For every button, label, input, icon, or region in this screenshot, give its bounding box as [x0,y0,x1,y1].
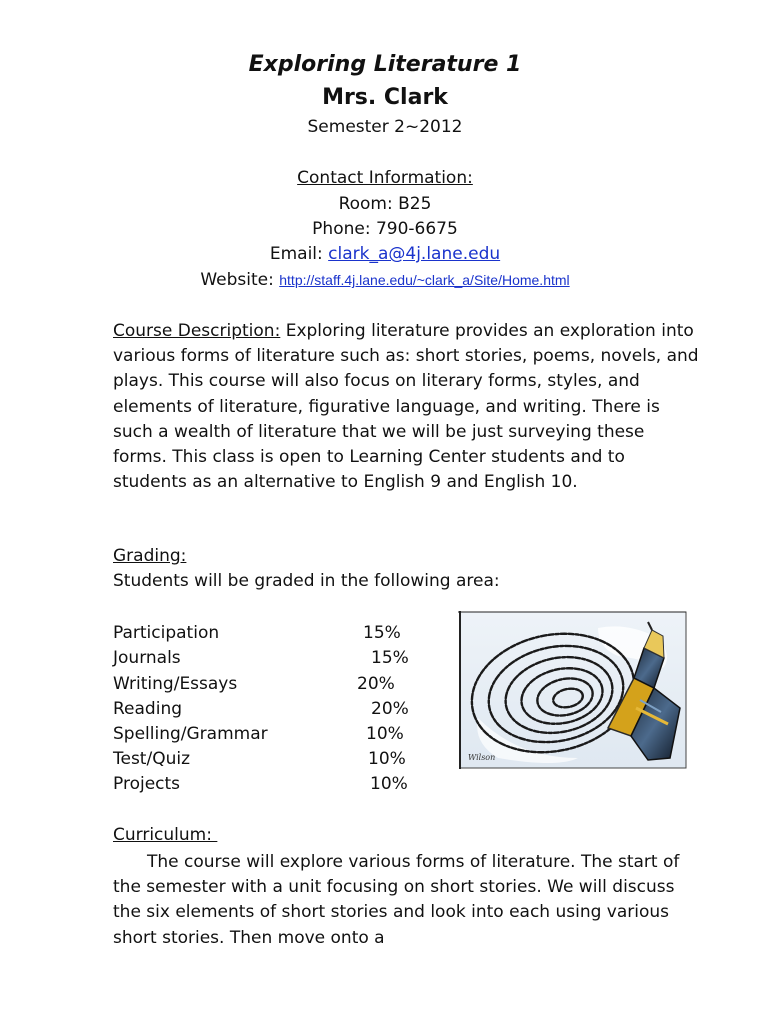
grade-percent: 10% [366,724,404,744]
grade-percent: 20% [371,699,409,719]
grade-category: Spelling/Grammar [113,724,268,744]
email-link[interactable]: clark_a@4j.lane.edu [328,244,501,264]
fountain-pen-illustration [458,608,688,770]
grade-category: Participation [113,623,220,643]
grade-category: Test/Quiz [113,749,191,769]
contact-heading: Contact Information: [297,168,473,188]
grading-heading: Grading: [113,546,187,566]
contact-website [0,270,770,290]
grade-percent: 20% [357,674,395,694]
curriculum-heading: Curriculum: [113,825,218,845]
fountain-pen-spiral-writing-icon [458,608,688,770]
grade-category: Journals [113,648,181,668]
website-label: Website: [200,270,280,290]
course-description-text: Exploring literature provides an exploration into various forms of literature such as: short stories, poems, novels, and plays. This course will also focus on literary forms, styles, and elements of literature, figurative language, and writing. There is such a wealth of literature that we will be just surveying these forms. This class is open to Learning Center students and to students as an alternative to English 9 and English 10. [113,321,699,493]
email-label: Email: [269,244,329,264]
grade-percent: 10% [370,774,408,794]
grading-intro: Students will be graded in the following area: [113,571,500,591]
website-link[interactable]: http://staff.4j.lane.edu/~clark_a/Site/Home.html [279,272,570,288]
grade-category: Writing/Essays [113,674,238,694]
teacher-name: Mrs. Clark [322,85,448,110]
course-description-heading: Course Description: [113,321,281,341]
grade-percent: 15% [371,648,409,668]
grade-category: Reading [113,699,183,719]
contact-email [0,244,770,264]
document-title: Exploring Literature 1 [248,52,522,77]
grade-percent: 10% [368,749,406,769]
course-description [113,319,703,495]
curriculum-text: The course will explore various forms of literature. The start of the semester with a unit focusing on short stories. We will discuss the six elements of short stories and look into each using various short stories. Then move onto a [113,852,680,948]
grade-category: Projects [113,774,181,794]
artist-signature: Wilson [468,753,496,762]
contact-phone: Phone: 790-6675 [312,219,458,239]
semester: Semester 2~2012 [307,117,463,137]
contact-room: Room: B25 [338,194,432,214]
grade-percent: 15% [363,623,401,643]
